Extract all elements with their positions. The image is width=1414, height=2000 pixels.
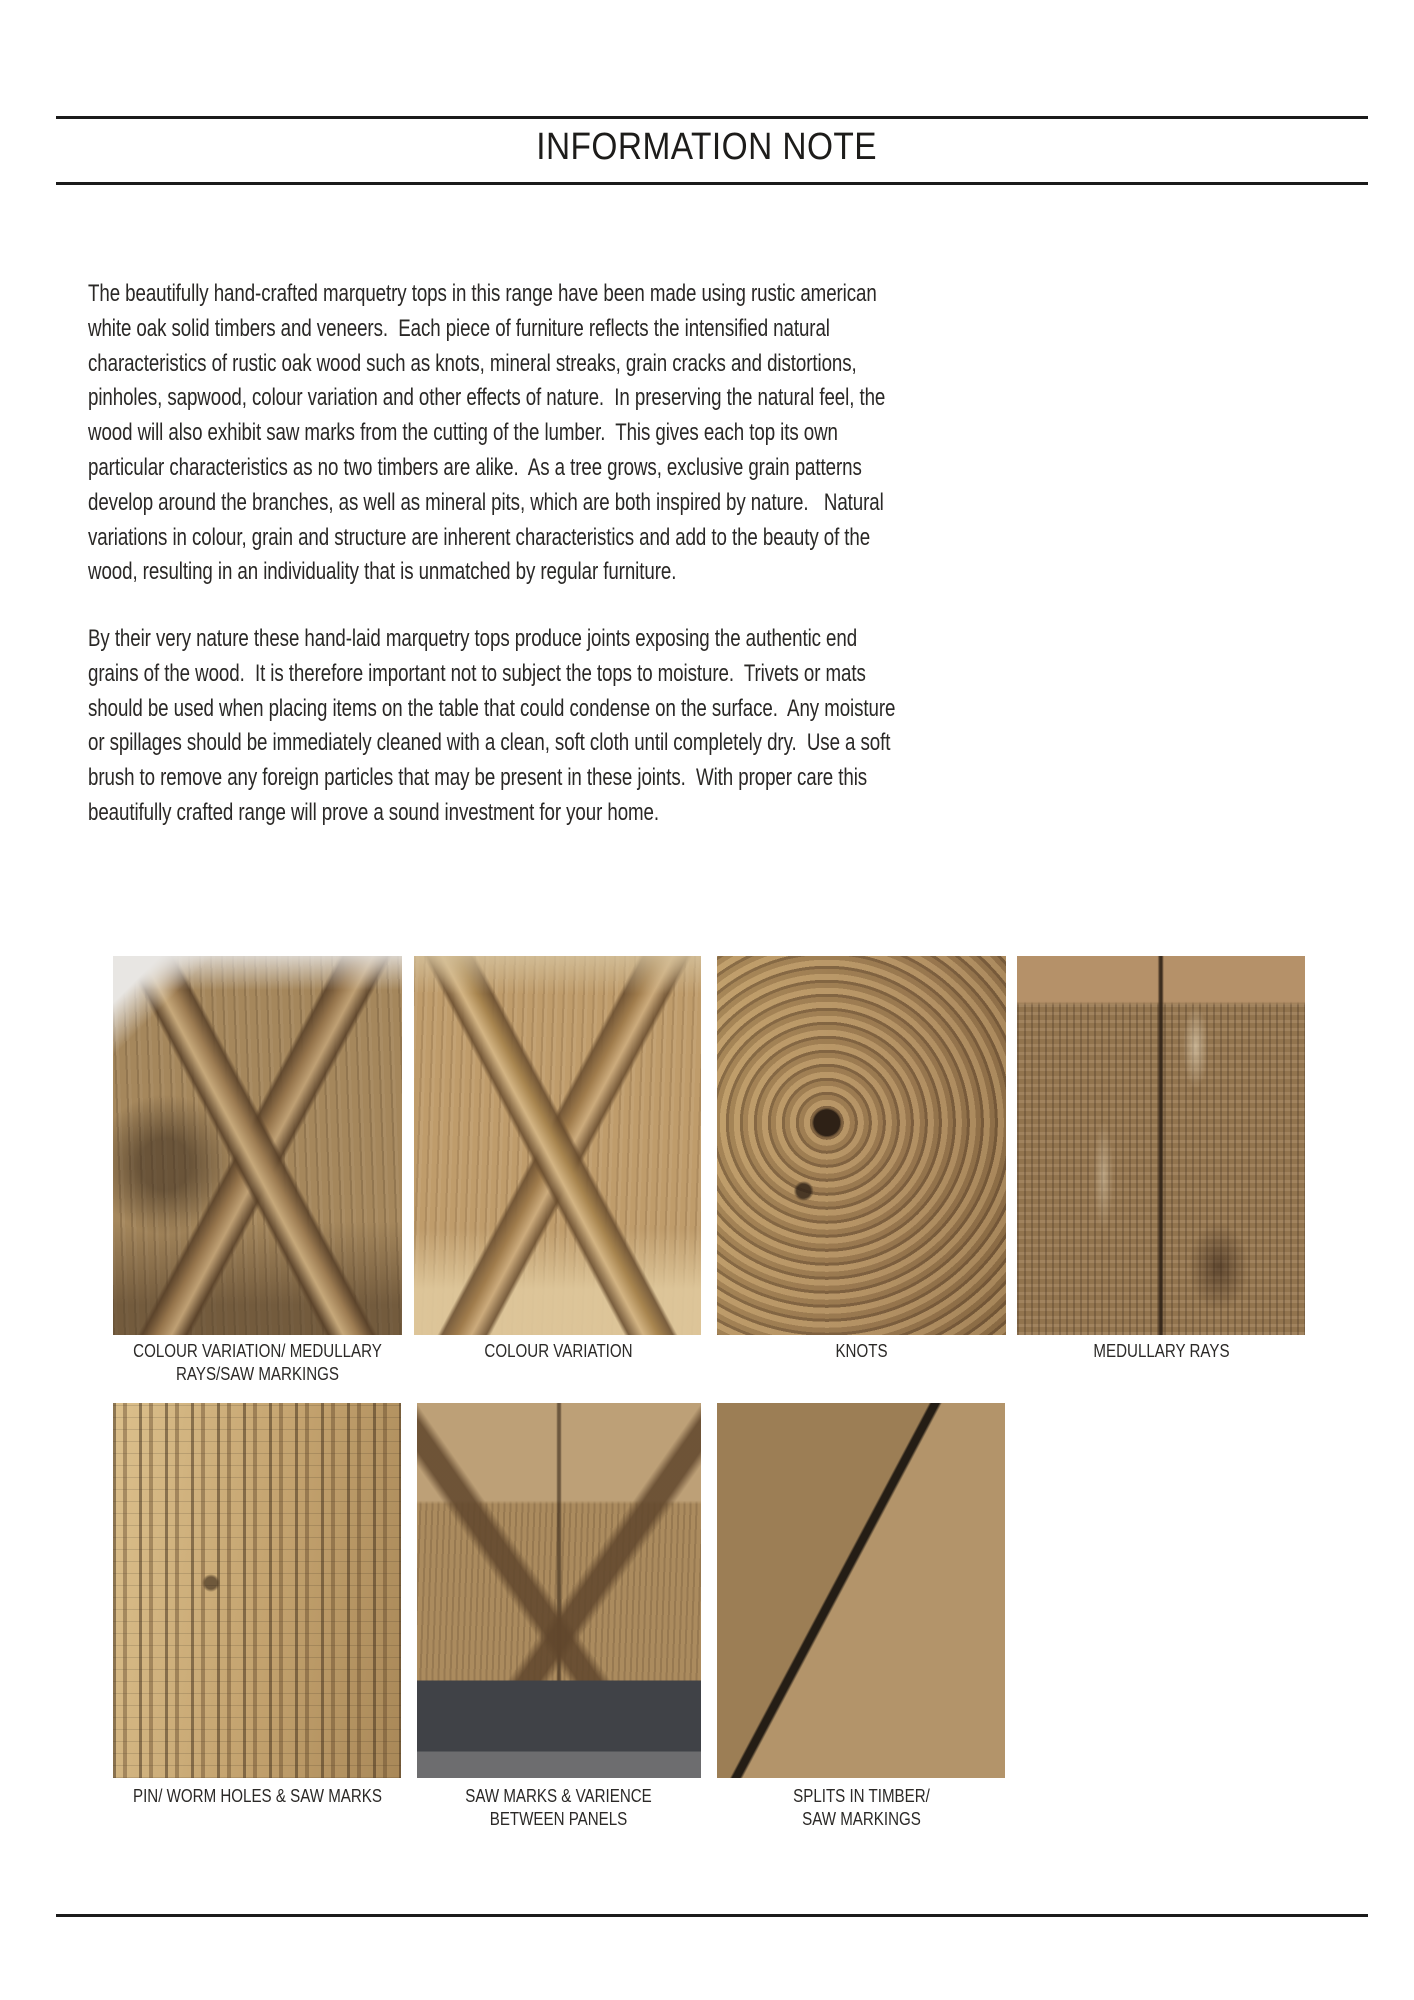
footer-rule — [56, 1914, 1368, 1917]
photo-splits-in-timber-saw-markings — [717, 1403, 1005, 1778]
caption-medullary-rays: MEDULLARY RAYS — [1093, 1341, 1230, 1361]
caption-colour-variation-medullary-rays-saw-markings: COLOUR VARIATION/ MEDULLARY RAYS/SAW MARKINGS — [133, 1341, 382, 1384]
page-title: INFORMATION NOTE — [536, 126, 878, 168]
caption-colour-variation: COLOUR VARIATION — [484, 1341, 633, 1361]
intro-paragraph: The beautifully hand-crafted marquetry tops in this range have been made using rustic american white oak solid timbers and veneers. Each piece of furniture reflects the intensified natural characteristics of rustic oak wood such as knots, mineral streaks, grain cracks and distortions, pinholes, sapwood, colour variation and other effects of nature. In preserving the natural feel, the wood will also exhibit saw marks from the cutting of the lumber. This gives each top its own particular characteristics as no two timbers are alike. As a tree grows, exclusive grain patterns develop around the branches, as well as mineral pits, which are both inspired by nature. Natural variations in colour, grain and structure are inherent characteristics and add to the beauty of the wood, resulting in an individuality that is unmatched by regular furniture. — [88, 280, 886, 586]
header-rule-top — [56, 116, 1368, 119]
caption-knots: KNOTS — [835, 1341, 888, 1361]
photo-saw-marks-varience-between-panels — [417, 1403, 701, 1778]
photo-knots — [717, 956, 1006, 1335]
photo-pin-worm-holes-saw-marks — [113, 1403, 401, 1778]
care-paragraph: By their very nature these hand-laid marquetry tops produce joints exposing the authentic end grains of the wood. It is therefore important not to subject the tops to moisture. Trivets or mats should be used when placing items on the table that could condense on the surface. Any moisture or spillages should be immediately cleaned with a clean, soft cloth until completely dry. Use a soft brush to remove any foreign particles that may be present in these joints. With proper care this beautifully crafted range will prove a sound investment for your home. — [88, 625, 896, 826]
caption-pin-worm-holes-saw-marks: PIN/ WORM HOLES & SAW MARKS — [133, 1786, 382, 1806]
caption-splits-in-timber-saw-markings: SPLITS IN TIMBER/ SAW MARKINGS — [793, 1786, 930, 1829]
caption-saw-marks-varience-between-panels: SAW MARKS & VARIENCE BETWEEN PANELS — [465, 1786, 652, 1829]
header-rule-bottom — [56, 182, 1368, 185]
page-title-wrap — [0, 127, 1414, 167]
photo-colour-variation-medullary-rays-saw-markings — [113, 956, 402, 1335]
photo-colour-variation — [414, 956, 701, 1335]
photo-medullary-rays — [1017, 956, 1305, 1335]
